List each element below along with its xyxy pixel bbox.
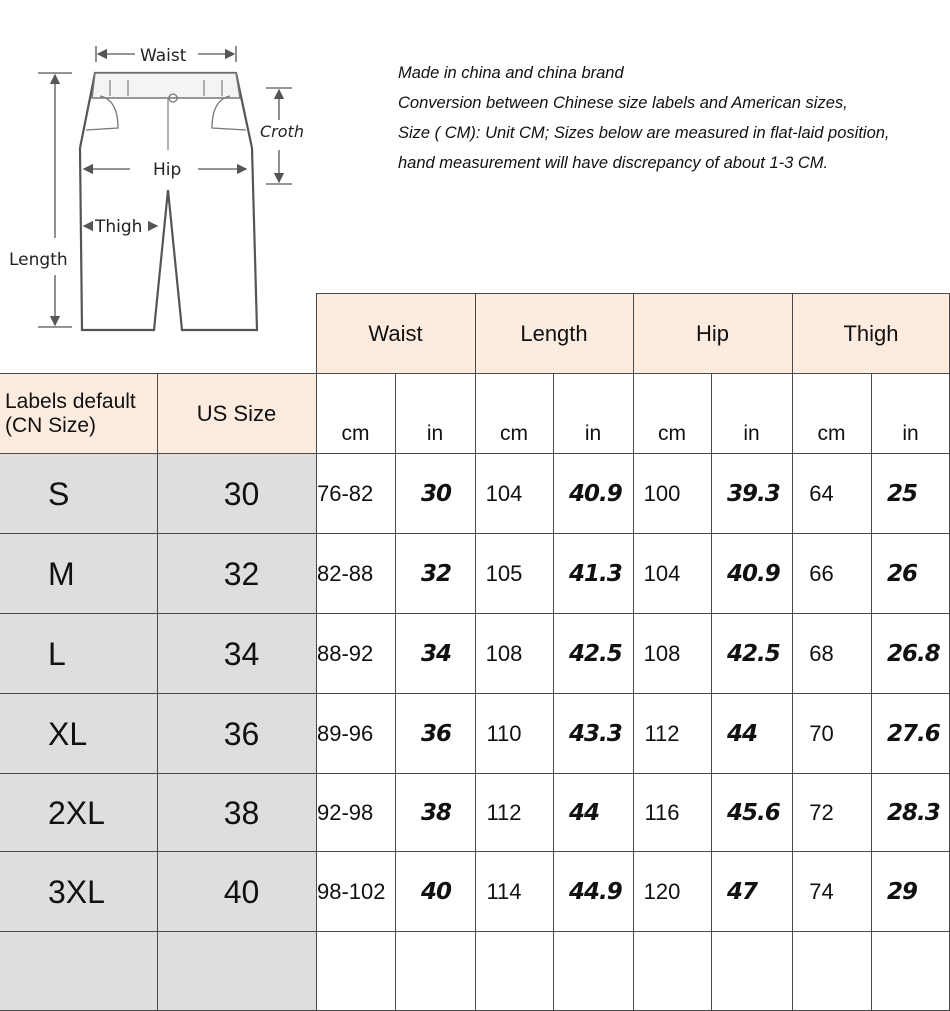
cm-value-cell: 104 xyxy=(643,561,681,586)
cn-size-cell: S xyxy=(0,454,157,534)
cm-value-cell: 108 xyxy=(643,641,681,666)
grid-line xyxy=(316,293,317,1011)
inch-value-cell: 27.6 xyxy=(887,721,940,747)
empty-row-cell xyxy=(157,932,316,1011)
cm-value-cell: 120 xyxy=(643,879,681,904)
grid-line xyxy=(157,373,158,1011)
cm-value-cell: 114 xyxy=(486,879,522,904)
inch-value-cell: 41.3 xyxy=(569,561,622,587)
inch-value-cell: 45.6 xyxy=(727,800,780,826)
size-notes xyxy=(398,58,943,178)
unit-header: cm xyxy=(817,422,846,445)
waist-label: Waist xyxy=(140,46,187,66)
inch-value-cell: 47 xyxy=(727,879,758,905)
inch-value-cell: 32 xyxy=(421,561,452,587)
grid-line xyxy=(475,293,476,1011)
inch-value-cell: 40.9 xyxy=(569,481,622,507)
us-size-cell: 38 xyxy=(157,774,316,852)
note-line: hand measurement will have discrepancy of about 1-3 CM. xyxy=(398,154,829,172)
unit-header: cm xyxy=(341,422,370,445)
inch-value-cell: 28.3 xyxy=(887,800,940,826)
inch-value-cell: 42.5 xyxy=(727,641,780,667)
measurement-header-waist: Waist xyxy=(316,294,475,374)
inch-value-cell: 40.9 xyxy=(727,561,780,587)
inch-value-cell: 43.3 xyxy=(569,721,622,747)
cn-size-cell: XL xyxy=(0,694,157,774)
cm-value-cell: 104 xyxy=(485,481,523,506)
inch-value-cell: 30 xyxy=(421,481,452,507)
unit-header: cm xyxy=(500,422,528,445)
unit-header: in xyxy=(902,422,919,445)
unit-header: in xyxy=(743,422,760,445)
length-label: Length xyxy=(9,250,68,270)
measurement-header-length: Length xyxy=(475,294,633,374)
grid-line xyxy=(633,293,634,1011)
inch-value-cell: 29 xyxy=(887,879,918,905)
unit-header: cm xyxy=(658,422,686,445)
grid-line xyxy=(395,373,396,1011)
us-size-cell: 32 xyxy=(157,534,316,614)
cm-value-cell: 116 xyxy=(644,800,680,825)
cm-value-cell: 112 xyxy=(486,800,522,825)
cm-value-cell: 105 xyxy=(485,561,523,586)
pants-outline-icon xyxy=(0,0,316,372)
empty-row-cell xyxy=(0,932,157,1011)
cm-value-cell: 68 xyxy=(809,641,834,666)
cm-value-cell: 98-102 xyxy=(317,879,386,904)
cm-value-cell: 92-98 xyxy=(317,800,374,825)
inch-value-cell: 25 xyxy=(887,481,918,507)
cm-value-cell: 66 xyxy=(809,561,834,586)
grid-line xyxy=(792,293,793,1011)
inch-value-cell: 26.8 xyxy=(887,641,940,667)
us-size-cell: 30 xyxy=(157,454,316,534)
note-line: Made in china and china brand xyxy=(398,64,624,82)
croth-label: Croth xyxy=(260,122,304,141)
us-size-cell: 36 xyxy=(157,694,316,774)
cm-value-cell: 72 xyxy=(809,800,834,825)
measurement-header-thigh: Thigh xyxy=(792,294,950,374)
note-line: Size ( CM): Unit CM; Sizes below are measured in flat-laid position, xyxy=(398,124,890,142)
unit-header: in xyxy=(426,422,444,445)
inch-value-cell: 38 xyxy=(421,800,452,826)
cm-value-cell: 64 xyxy=(809,481,834,506)
inch-value-cell: 36 xyxy=(421,721,452,747)
inch-value-cell: 44.9 xyxy=(569,879,622,905)
cm-value-cell: 112 xyxy=(644,721,680,746)
cm-value-cell: 88-92 xyxy=(317,641,374,666)
cn-size-cell: L xyxy=(0,614,157,694)
unit-header: in xyxy=(584,422,602,445)
thigh-label: Thigh xyxy=(95,217,143,237)
inch-value-cell: 39.3 xyxy=(727,481,780,507)
us-size-cell: 34 xyxy=(157,614,316,694)
grid-line xyxy=(871,373,872,1011)
cm-value-cell: 76-82 xyxy=(317,481,374,506)
note-line: Conversion between Chinese size labels and American sizes, xyxy=(398,94,848,112)
cm-value-cell: 100 xyxy=(643,481,681,506)
cm-value-cell: 110 xyxy=(486,721,522,746)
inch-value-cell: 34 xyxy=(421,641,452,667)
cm-value-cell: 89-96 xyxy=(317,721,374,746)
grid-line xyxy=(553,373,554,1011)
inch-value-cell: 44 xyxy=(569,800,600,826)
measurement-header-hip: Hip xyxy=(633,294,792,374)
inch-value-cell: 42.5 xyxy=(569,641,622,667)
cm-value-cell: 70 xyxy=(809,721,834,746)
cn-size-cell: 2XL xyxy=(0,774,157,852)
labels-header: Labels default (CN Size) xyxy=(0,374,157,454)
us-size-cell: 40 xyxy=(157,852,316,932)
grid-line xyxy=(711,373,712,1011)
cm-value-cell: 74 xyxy=(809,879,834,904)
cm-value-cell: 82-88 xyxy=(317,561,374,586)
inch-value-cell: 26 xyxy=(887,561,918,587)
pants-measurement-diagram xyxy=(0,0,316,372)
inch-value-cell: 44 xyxy=(727,721,758,747)
cn-size-cell: 3XL xyxy=(0,852,157,932)
cn-size-cell: M xyxy=(0,534,157,614)
cm-value-cell: 108 xyxy=(485,641,523,666)
us-size-header: US Size xyxy=(157,374,316,454)
hip-label: Hip xyxy=(153,160,182,180)
inch-value-cell: 40 xyxy=(421,879,452,905)
